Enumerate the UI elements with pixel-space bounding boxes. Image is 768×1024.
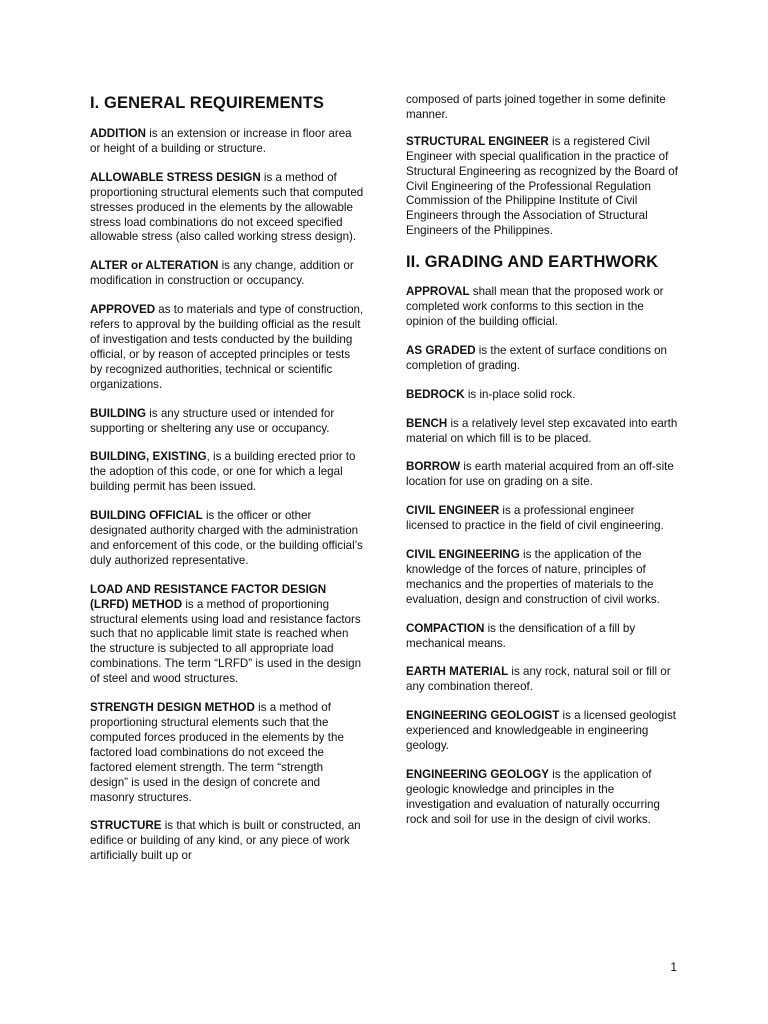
- definition-item: [406, 135, 680, 239]
- definition-list: [406, 135, 680, 239]
- definition-text: is a method of proportioning structural elements such that the computed forces produced in the elements by the factored load combinations do not exceed the factored element strength. The term “strength design” is used in the design of concrete and masonry structures.: [90, 701, 344, 804]
- definition-term: CIVIL ENGINEERING: [406, 548, 520, 562]
- definition-item: [406, 768, 680, 828]
- definition-item: [406, 665, 680, 695]
- definition-term: APPROVAL: [406, 285, 470, 299]
- definition-item: [90, 450, 364, 495]
- definition-term: BUILDING, EXISTING: [90, 450, 207, 464]
- continued-paragraph: composed of parts joined together in some definite manner.: [406, 93, 666, 121]
- definition-term: CIVIL ENGINEER: [406, 504, 500, 518]
- definition-item: [406, 709, 680, 754]
- definition-term: ENGINEERING GEOLOGY: [406, 768, 550, 781]
- definition-term: EARTH MATERIAL: [406, 665, 509, 679]
- definition-item: [90, 509, 364, 569]
- definition-term: BORROW: [406, 460, 461, 474]
- definition-text: is a relatively level step excavated into earth material on which fill is to be placed.: [406, 416, 678, 445]
- definition-text: is the extent of surface conditions on completion of grading.: [406, 343, 667, 372]
- definition-term: BUILDING: [90, 406, 147, 420]
- definition-item: [406, 504, 680, 534]
- definition-term: ENGINEERING GEOLOGIST: [406, 709, 560, 723]
- definition-text: is a registered Civil Engineer with special qualification in the practice of Structural Engineering as recognized by the Board of Civil Engineering of the Professional Regulation Commission of the Philippine Institute of Civil Engineers through the Association of Structural Engineers of the Philippines.: [406, 134, 678, 238]
- definition-text: is earth material acquired from an off-site location for use on grading on a site.: [406, 460, 674, 489]
- definition-term: COMPACTION: [406, 621, 485, 635]
- definition-text: is an extension or increase in floor area or height of a building or structure.: [90, 127, 352, 155]
- definition-text: is the application of the knowledge of the forces of nature, principles of mechanics and the properties of materials to the evaluation, design and construction of civil works.: [406, 548, 660, 606]
- definition-term: ALTER or ALTERATION: [90, 259, 219, 273]
- left-column: [90, 92, 364, 878]
- definition-item: [90, 819, 364, 864]
- page-number: 1: [670, 960, 677, 974]
- definition-text: is the application of geologic knowledge and principles in the investigation and evaluation of naturally occurring rock and soil for use in the design of civil works.: [406, 768, 660, 826]
- definition-text: is a method of proportioning structural elements such that computed stresses produced in the elements by the allowable stress load combinations do not exceed specified allowable stress (also called working stress design).: [90, 170, 364, 244]
- definition-term: STRUCTURAL ENGINEER: [406, 134, 549, 148]
- definition-text: is any structure used or intended for supporting or sheltering any use or occupancy.: [90, 406, 335, 435]
- definition-text: is a licensed geologist experienced and knowledgeable in engineering geology.: [406, 709, 676, 753]
- definition-item: [90, 583, 364, 687]
- definition-item: [90, 127, 364, 157]
- definition-term: AS GRADED: [406, 343, 476, 357]
- definition-term: BEDROCK: [406, 387, 465, 401]
- definition-text: is in-place solid rock.: [464, 387, 576, 401]
- definition-term: STRUCTURE: [90, 819, 162, 833]
- definition-item: [406, 622, 680, 652]
- definition-term: ALLOWABLE STRESS DESIGN: [90, 170, 261, 184]
- definition-term: LOAD AND RESISTANCE FACTOR DESIGN (LRFD) METHOD: [90, 582, 327, 611]
- definition-item: [90, 259, 364, 289]
- definition-item: [406, 344, 680, 374]
- definition-item: [406, 285, 680, 330]
- definition-list: [406, 285, 680, 827]
- section-heading-general-requirements: I. GENERAL REQUIREMENTS: [90, 94, 324, 112]
- right-column: [406, 93, 680, 842]
- definition-text: is the densification of a fill by mechanical means.: [406, 621, 636, 650]
- definition-item: [406, 460, 680, 490]
- definition-text: as to materials and type of construction, refers to approval by the building official as the result of investigation and tests conducted by the building official, or by reason of accepted principles or tests by recognized authorities, technical or scientific organizations.: [90, 303, 364, 391]
- definition-item: [406, 548, 680, 608]
- definition-item: [90, 701, 364, 805]
- definition-item: [90, 407, 364, 437]
- definition-text: shall mean that the proposed work or completed work conforms to this section in the opinion of the building official.: [406, 285, 664, 328]
- definition-list: [90, 127, 364, 864]
- definition-item: [90, 171, 364, 246]
- definition-item: [406, 417, 680, 447]
- definition-item: [406, 388, 680, 403]
- definition-term: BENCH: [406, 416, 448, 430]
- definition-term: BUILDING OFFICIAL: [90, 509, 203, 523]
- definition-text: is any change, addition or modification in construction or occupancy.: [90, 259, 354, 288]
- definition-text: is that which is built or constructed, an edifice or building of any kind, or any piece of work artificially built up or: [90, 819, 361, 863]
- definition-text: is a method of proportioning structural elements using load and resistance factors such that no applicable limit state is reached when the structure is subjected to all appropriate load combinations. The term “LRFD” is used in the design of steel and wood structures.: [90, 597, 362, 686]
- section-heading-grading-earthwork: II. GRADING AND EARTHWORK: [406, 253, 659, 272]
- definition-text: is any rock, natural soil or fill or any combination thereof.: [406, 665, 671, 694]
- definition-term: APPROVED: [90, 303, 156, 317]
- definition-item: [90, 303, 364, 392]
- definition-text: is the officer or other designated authority charged with the administration and enforcement of this code, or the building official’s duly authorized representative.: [90, 509, 363, 567]
- definition-term: ADDITION: [90, 127, 147, 140]
- definition-text: is a professional engineer licensed to practice in the field of civil engineering.: [406, 504, 664, 533]
- definition-text: , is a building erected prior to the adoption of this code, or one for which a legal building permit has been issued.: [90, 450, 356, 494]
- definition-term: STRENGTH DESIGN METHOD: [90, 701, 255, 715]
